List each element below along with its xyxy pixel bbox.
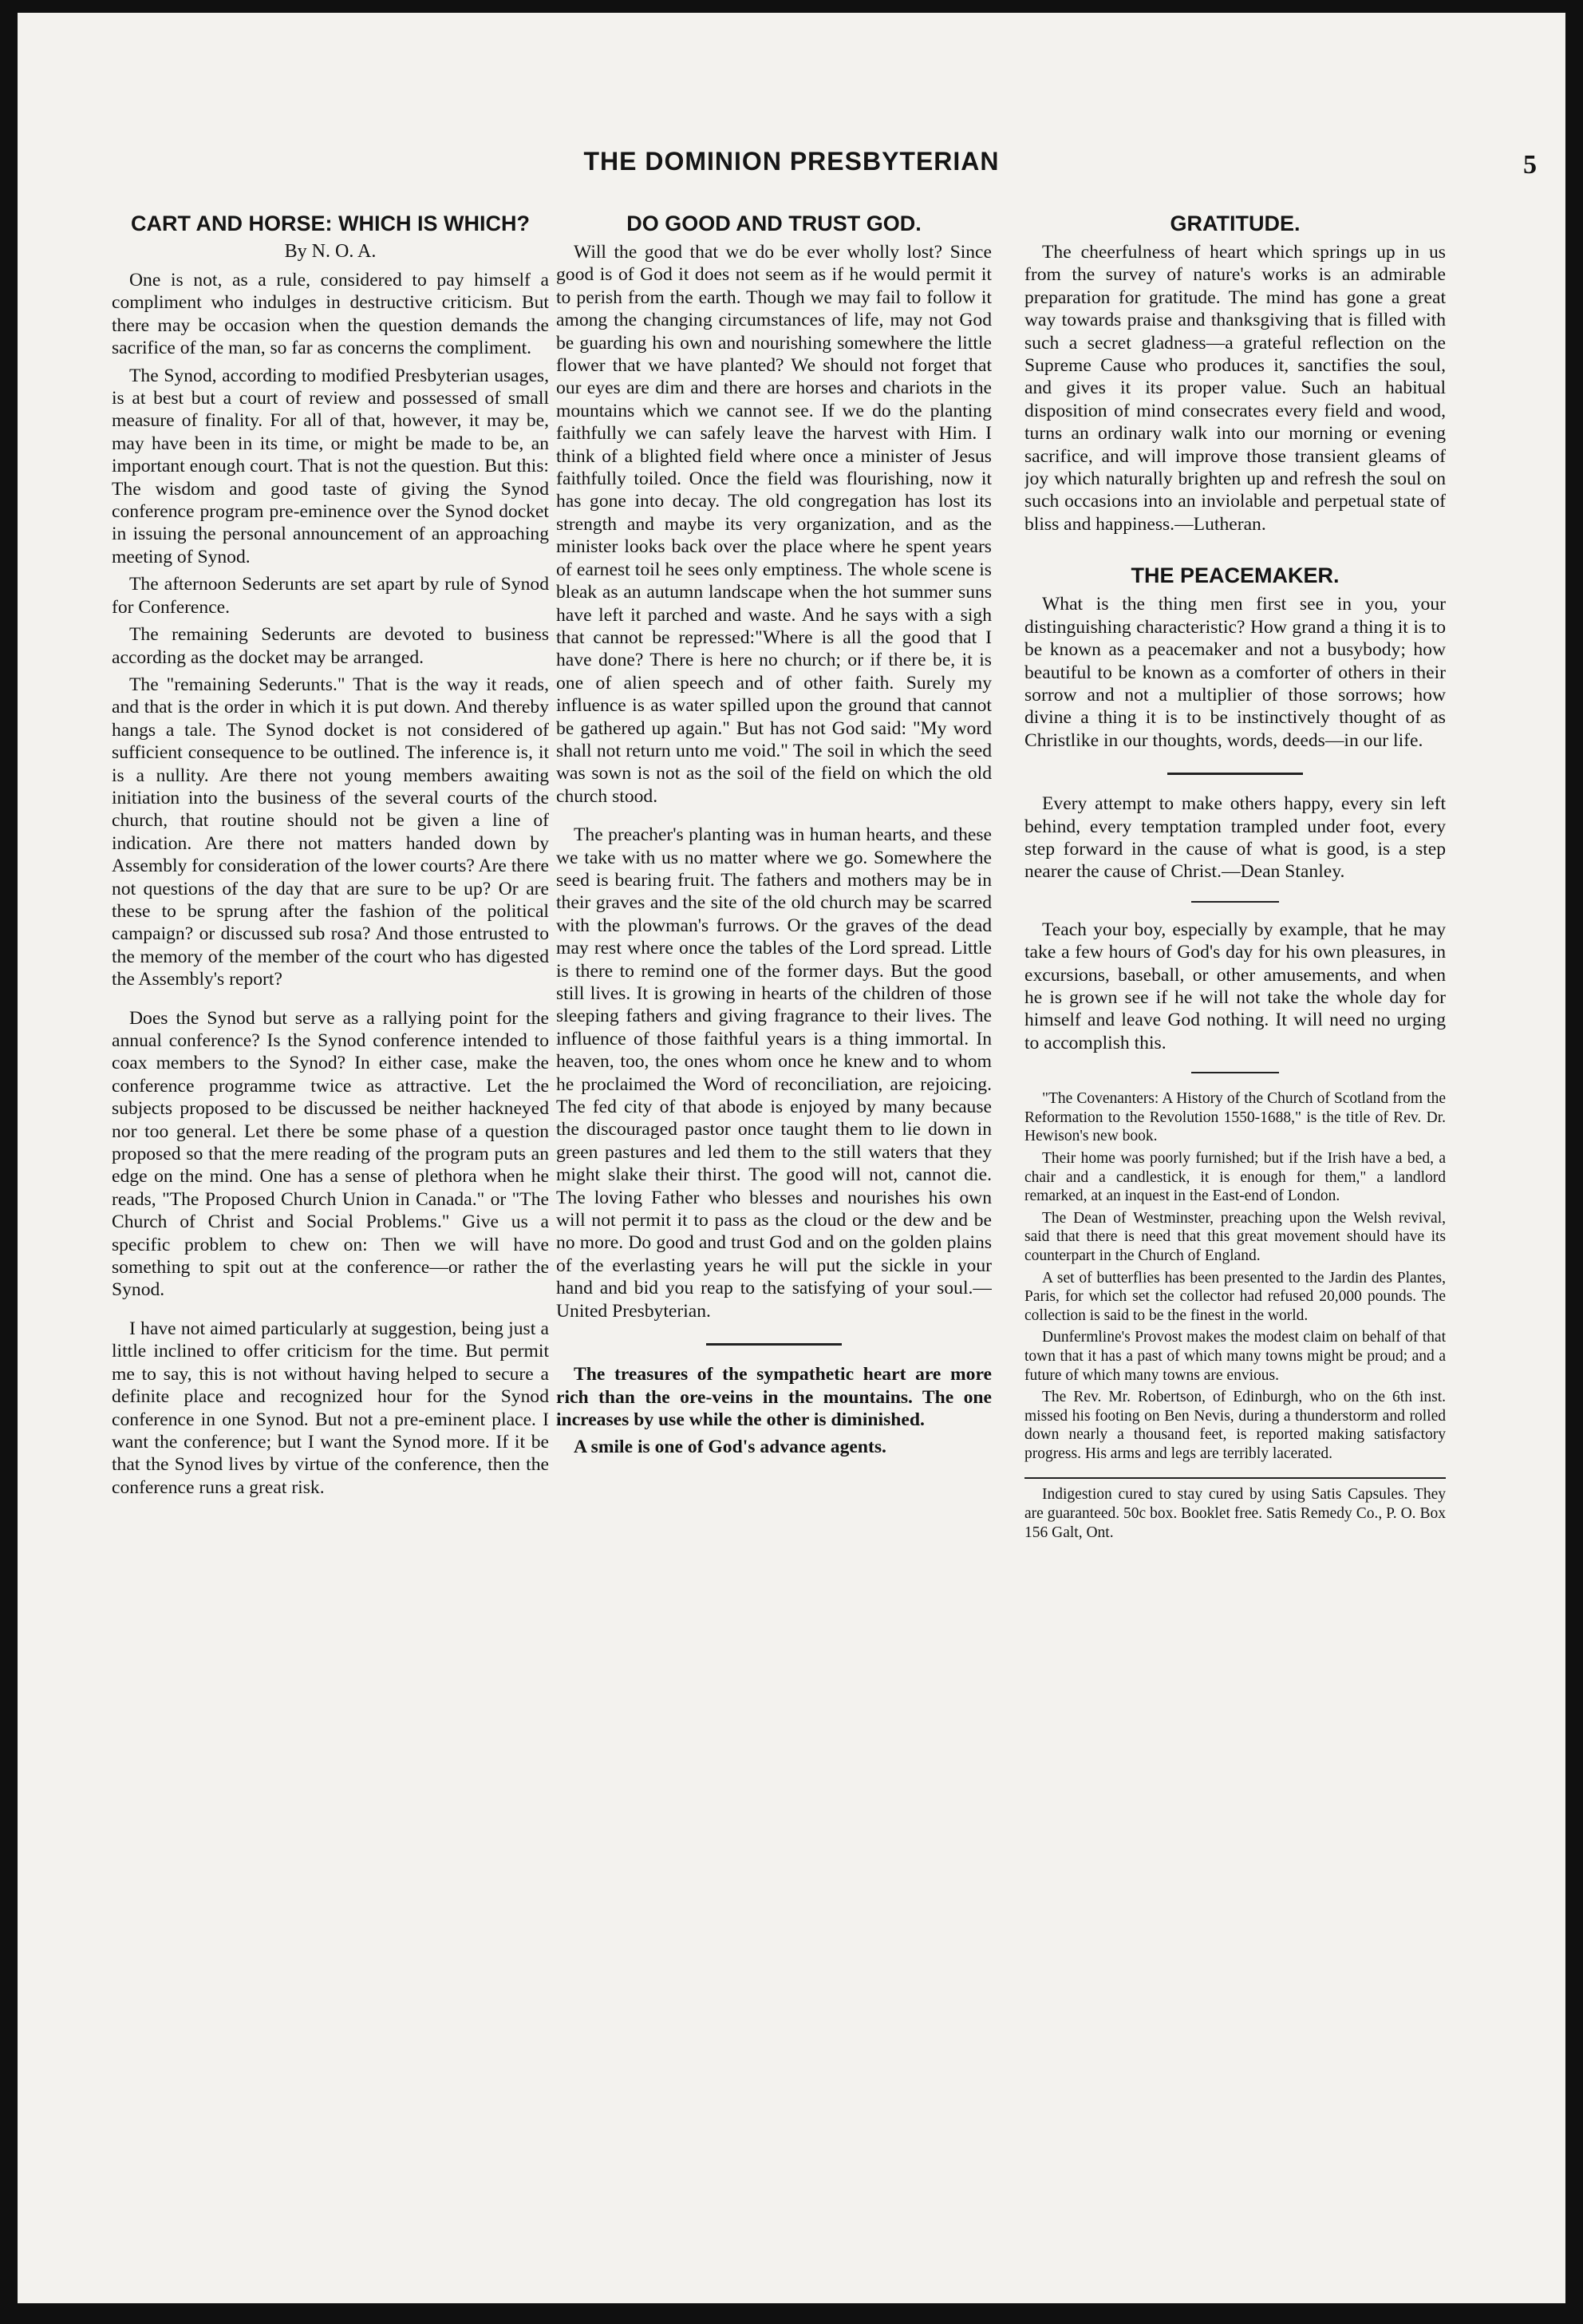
page-number: 5 xyxy=(1523,150,1537,180)
article-paragraph: The preacher's planting was in human hearts, and these we take with us no matter where we go. Somewhere the seed is bearing fruit. The fathers and mothers may be in their graves and the site of the old church may be scarred with the plowman's furrows. Or the graves of the dead may rest where once the tables of the Lord spread. Little is there to remind one of the former days. But the good still lives. It is growing in hearts of the children of those sleeping fathers and giving fragrance to their lives. The influence of those faithful years is a thing immortal. In heaven, too, the ones whom once he knew and to whom he proclaimed the Word of reconciliation, are rejoicing. The fed city of that abode is enjoyed by many because the discouraged pastor once taught them to lie down in green pastures and led them to the still waters that they might slake their thirst. The good will not, cannot die. The loving Father who blesses and nourishes his own will not permit it to pass as the cloud or the dew and be no more. Do good and trust God and on the golden plains of the everlasting years he will put the sickle in your hand and bid you reap to the satisfying of your soul.—United Presbyterian. xyxy=(556,824,992,1322)
article-paragraph: The remaining Sederunts are devoted to business according as the docket may be arranged. xyxy=(112,624,549,668)
article-paragraph: One is not, as a rule, considered to pay himself a compliment who indulges in destructive criticism. But there may be occasion when the question demands the sacrifice of the man, so far as concerns the compliment. xyxy=(112,270,549,359)
right-column xyxy=(1024,211,1446,2286)
article-headline-gratitude: GRATITUDE. xyxy=(1170,211,1301,235)
section-divider-rule xyxy=(1191,1072,1279,1073)
article-paragraph: Will the good that we do be ever wholly lost? Since good is of God it does not seem as if he would permit it to perish from the earth. Though we may fail to follow it among the changing circumstances of life, may not God be guarding his own and nourishing somewhere the little flower that we have planted? We should not forget that our eyes are dim and there are horses and chariots in the mountains which we cannot see. If we do the planting faithfully we can safely leave the harvest with Him. I think of a blighted field where once a minister of Jesus faithfully toiled. Once the field was flourishing, now it has gone into decay. The old congregation has lost its strength and maybe its very organization, and as the minister looks back over the place where he spent years of earnest toil he sees only emptiness. The whole scene is bleak as an autumn landscape when the hot summer suns have left it parched and waste. And he says with a sigh that cannot be repressed:"Where is all the good that I have done? There is here no church; or if there be, it is one of alien speech and of other faith. Surely my influence is as water spilled upon the ground that cannot be gathered up again." But has not God said: "My word shall not return unto me void." The soil in which the seed was sown is not as the soil of the field on which the old church stood. xyxy=(556,242,992,807)
advertisement-box xyxy=(1024,1477,1446,1542)
news-item: A set of butterflies has been presented to the Jardin des Plantes, Paris, for which set the collector had refused 20,000 pounds. The collection is said to be the finest in the world. xyxy=(1024,1269,1446,1324)
article-headline-do-good: DO GOOD AND TRUST GOD. xyxy=(626,211,922,235)
quote-paragraph: Every attempt to make others happy, every sin left behind, every temptation trampled under foot, every step forward in the cause of what is good, is a step nearer the cause of Christ.—Dean Stanley. xyxy=(1024,793,1446,883)
article-paragraph: I have not aimed particularly at suggestion, being just a little inclined to offer criticism for the time. But permit me to say, this is not without having helped to secure a definite place and recognized hour for the Synod conference in one Synod. But not a pre-eminent place. I want the conference; but I want the Synod more. If it be that the Synod lives by virtue of the conference, then the conference runs a great risk. xyxy=(112,1318,549,1498)
article-paragraph: The Synod, according to modified Presbyterian usages, is at best but a court of review and possessed of small measure of finality. For all of that, however, it may be, may have been in its time, or might be made to be, an important enough court. That is not the question. But this: The wisdom and good taste of giving the Synod conference program pre-eminence over the Synod docket in issuing the personal announcement of an approaching meeting of Synod. xyxy=(112,365,549,567)
article-paragraph: Teach your boy, especially by example, that he may take a few hours of God's day for his own pleasures, in excursions, baseball, or other amusements, and when he is grown see if he will not take the whole day for himself and leave God nothing. It will need no urging to accomplish this. xyxy=(1024,919,1446,1053)
news-item: The Rev. Mr. Robertson, of Edinburgh, who on the 6th inst. missed his footing on Ben Nevis, during a thunderstorm and rolled down nearly a thousand feet, is reported making satisfactory progress. His arms and legs are terribly lacerated. xyxy=(1024,1389,1446,1462)
section-divider-rule xyxy=(1191,901,1279,903)
column-divider-rule xyxy=(706,1343,842,1346)
middle-column xyxy=(556,211,992,2286)
article-byline: By N. O. A. xyxy=(284,241,377,262)
closing-paragraph: The treasures of the sympathetic heart are more rich than the ore-veins in the mountains. The one increases by use while the other is diminished. xyxy=(556,1364,992,1430)
article-headline-peacemaker: THE PEACEMAKER. xyxy=(1131,563,1340,588)
article-paragraph: The afternoon Sederunts are set apart by rule of Synod for Conference. xyxy=(112,574,549,618)
left-column xyxy=(112,211,549,2286)
article-paragraph: Does the Synod but serve as a rallying point for the annual conference? Is the Synod conference intended to coax members to the Synod? In either case, make the conference programme twice as attractive. Let the subjects proposed to be discussed be neither hackneyed nor too general. Let there be some phase of a question proposed so that the mere reading of the program puts an edge on the mind. One has a sense of plethora when he reads, "The Proposed Church Union in Canada." or "The Church of Christ and Social Problems." Give us a specific problem to chew on: Then we will have something to spit out at the conference—or rather the Synod. xyxy=(112,1007,549,1301)
advertisement-text: Indigestion cured to stay cured by using Satis Capsules. They are guaranteed. 50c box. Booklet free. Satis Remedy Co., P. O. Box 156 Galt, Ont. xyxy=(1024,1486,1446,1541)
section-divider-rule xyxy=(1167,773,1303,775)
page-header xyxy=(18,13,1565,180)
news-item: The Dean of Westminster, preaching upon the Welsh revival, said that there is need that this great movement should have its counterpart in the Church of England. xyxy=(1024,1209,1446,1264)
news-items-list xyxy=(1024,1089,1446,1463)
closing-paragraph: A smile is one of God's advance agents. xyxy=(574,1437,886,1458)
newspaper-page xyxy=(18,13,1565,2303)
news-item: "The Covenanters: A History of the Church of Scotland from the Reformation to the Revolution 1550-1688," is the title of Rev. Dr. Hewison's new book. xyxy=(1024,1090,1446,1145)
article-paragraph: The "remaining Sederunts." That is the way it reads, and that is the order in which it is put down. And thereby hangs a tale. The Synod docket is not considered of sufficient consequence to be outlined. The inference is, it is a nullity. Are there not young members awaiting initiation into the business of the several courts of the church, that routine should not be given a line of indication. Are there not matters handed down by Assembly for consideration of the lower courts? Are there not questions of the day that are sure to be up? Or are these to be sprung after the fashion of the political campaign? or discussed sub rosa? And those entrusted to the memory of the member of the court who has digested the Assembly's report? xyxy=(112,674,549,990)
news-item: Their home was poorly furnished; but if the Irish have a bed, a chair and a candlestick, it is enough for them," a landlord remarked, at an inquest in the East-end of London. xyxy=(1024,1149,1446,1205)
article-headline-cart-and-horse: CART AND HORSE: WHICH IS WHICH? xyxy=(131,211,530,235)
news-item: Dunfermline's Provost makes the modest claim on behalf of that town that it has a past of which many towns might be proud; and a future of which many towns are envious. xyxy=(1024,1329,1446,1384)
article-paragraph: What is the thing men first see in you, your distinguishing characteristic? How grand a thing it is to be known as a peacemaker and not a busybody; how beautiful to be known as a comforter of others in their sorrow and not a multiplier of those sorrows; how divine a thing it is to be instinctively thought of as Christlike in our thoughts, words, deeds—in our life. xyxy=(1024,594,1446,751)
masthead-title: THE DOMINION PRESBYTERIAN xyxy=(583,147,1000,176)
article-paragraph: The cheerfulness of heart which springs up in us from the survey of nature's works is an admirable preparation for gratitude. The mind has gone a great way towards praise and thanksgiving that is filled with such a secret gladness—a grateful reflection on the Supreme Cause who produces it, sanctifies the soul, and gives it its proper value. Such an habitual disposition of mind consecrates every field and wood, turns an ordinary walk into our morning or evening sacrifice, and will improve those transient gleams of joy which naturally brighten up and refresh the soul on such occasions into an inviolable and perpetual state of bliss and happiness.—Lutheran. xyxy=(1024,242,1446,535)
